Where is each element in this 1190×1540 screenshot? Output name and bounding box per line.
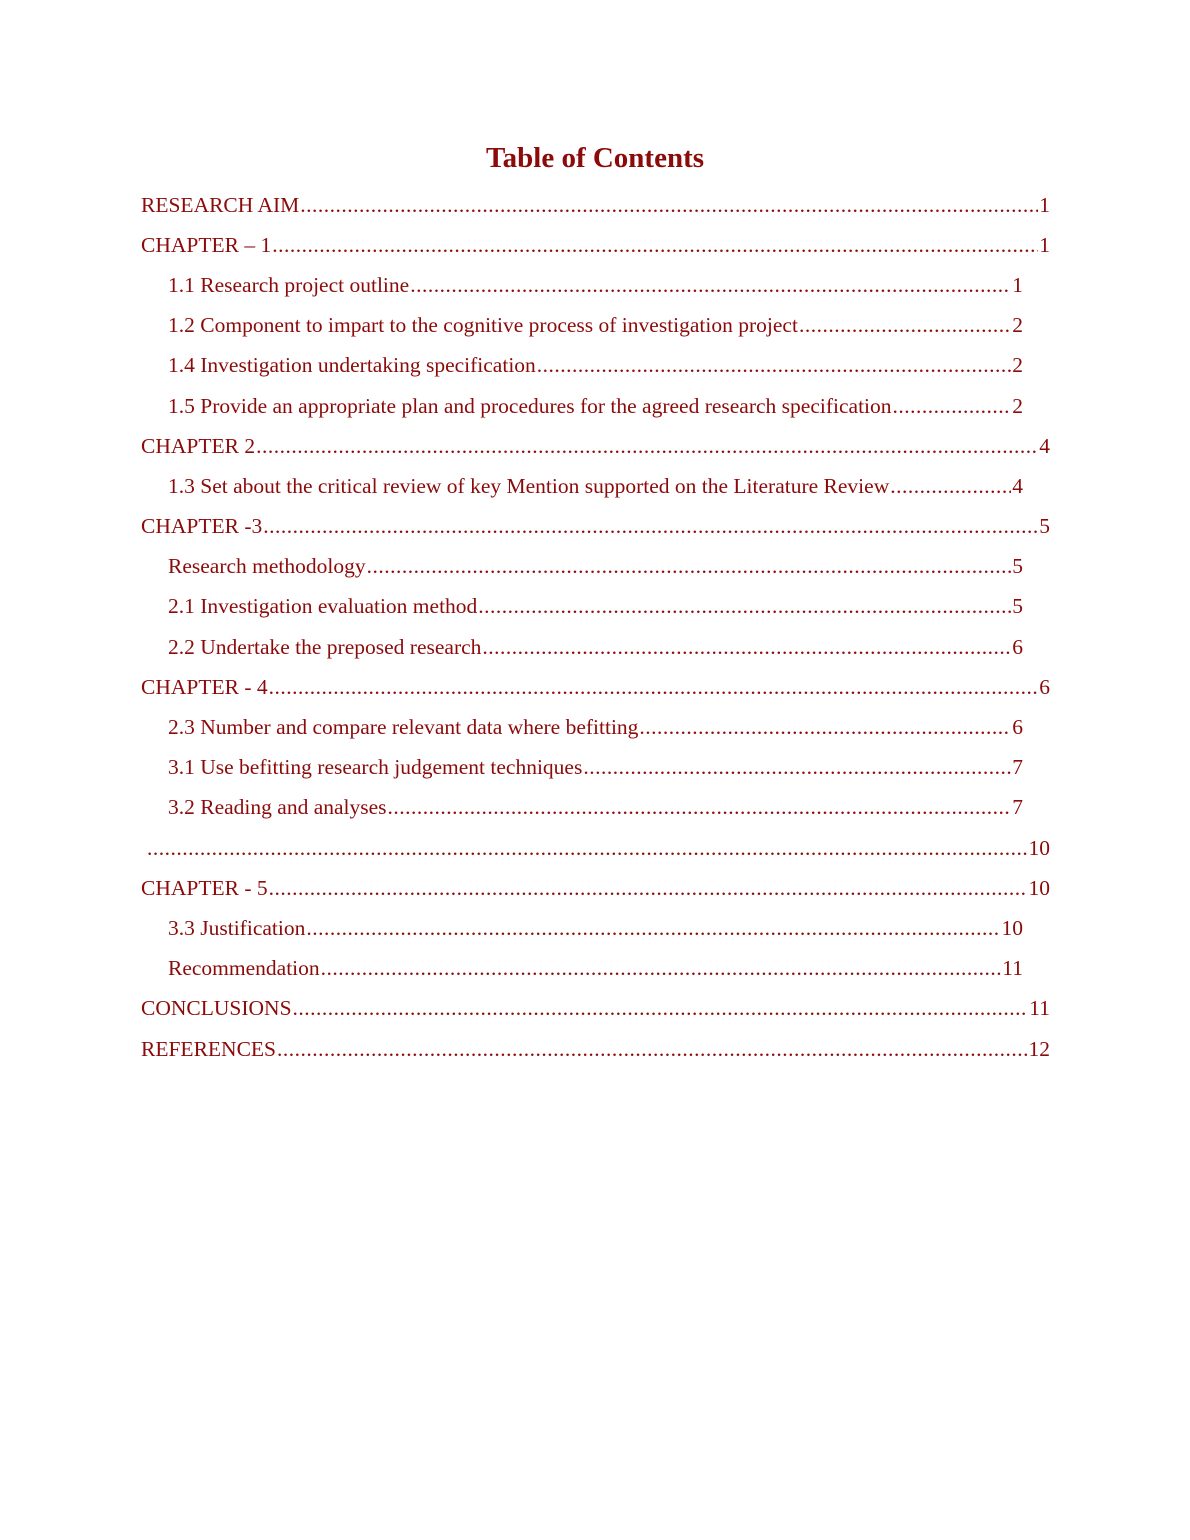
toc-dot-leader [410,273,1011,298]
toc-dot-leader [890,474,1011,499]
toc-dot-leader [256,434,1038,459]
toc-page-number: 11 [1029,996,1050,1021]
toc-entry-label: CHAPTER – 1 [141,232,272,257]
toc-page-number: 5 [1012,594,1023,619]
toc-page-number: 1 [1039,192,1050,217]
toc-dot-leader [799,313,1011,338]
toc-entry[interactable] [168,707,1023,747]
toc-entry[interactable] [168,949,1023,989]
toc-page-number: 4 [1039,433,1050,458]
toc-title: Table of Contents [485,142,705,174]
toc-entry[interactable] [168,587,1023,627]
toc-entry[interactable] [168,346,1023,386]
toc-dot-leader [147,836,1028,861]
toc-entry-label: Recommendation [168,956,320,981]
toc-entry[interactable] [141,507,1050,547]
toc-entry[interactable] [141,868,1050,908]
toc-entry-label: 1.4 Investigation undertaking specification [168,353,536,378]
toc-page-number: 2 [1012,353,1023,378]
toc-page-number: 6 [1012,715,1023,740]
toc-dot-leader [277,1037,1028,1062]
toc-entry[interactable] [168,265,1023,305]
toc-page-number: 7 [1012,795,1023,820]
toc-entry-label: CHAPTER 2 [141,433,256,458]
toc-entry-label: Research methodology [168,554,366,579]
toc-page-number: 7 [1012,755,1023,780]
toc-entry[interactable] [168,627,1023,667]
toc-page-number: 12 [1028,1036,1050,1061]
toc-entry[interactable] [168,547,1023,587]
toc-dot-leader [272,233,1038,258]
toc-entry-label: 1.2 Component to impart to the cognitive process of investigation project [168,313,798,338]
toc-entry[interactable] [168,386,1023,426]
toc-page-number: 10 [1001,915,1023,940]
toc-entry[interactable] [168,306,1023,346]
toc-entry-label: CHAPTER - 4 [141,674,268,699]
toc-entry-label: CHAPTER -3 [141,514,263,539]
toc-entry-label: 1.3 Set about the critical review of key Mention supported on the Literature Review [168,473,890,498]
toc-dot-leader [893,394,1012,419]
toc-entry-label: CONCLUSIONS [141,996,292,1021]
toc-dot-leader [388,795,1012,820]
toc-page-number: 11 [1002,956,1023,981]
toc-entry[interactable] [141,225,1050,265]
toc-page-number: 4 [1012,473,1023,498]
toc-page-number: 1 [1039,232,1050,257]
toc-page-number: 6 [1012,634,1023,659]
toc-entry-label: 3.3 Justification [168,915,306,940]
toc-entry[interactable] [146,828,1050,868]
toc-dot-leader [321,956,1002,981]
toc-entry-label: CHAPTER - 5 [141,875,268,900]
toc-dot-leader [478,594,1011,619]
toc-dot-leader [306,916,1000,941]
toc-dot-leader [537,353,1011,378]
toc-entry[interactable] [168,466,1023,506]
toc-entry-label: 2.1 Investigation evaluation method [168,594,478,619]
toc-entry-label: 3.1 Use befitting research judgement techniques [168,755,583,780]
toc-list [0,185,1190,1069]
toc-page-number: 5 [1039,514,1050,539]
toc-dot-leader [269,675,1039,700]
toc-entry-label: 2.3 Number and compare relevant data where befitting [168,715,639,740]
toc-dot-leader [263,514,1038,539]
toc-dot-leader [293,996,1029,1021]
toc-entry[interactable] [141,667,1050,707]
toc-dot-leader [583,755,1011,780]
toc-entry-label: REFERENCES [141,1036,276,1061]
toc-entry-label: 2.2 Undertake the preposed research [168,634,482,659]
toc-page-number: 6 [1039,674,1050,699]
toc-dot-leader [367,554,1012,579]
toc-entry[interactable] [141,1029,1050,1069]
toc-page-number: 10 [1028,835,1050,860]
toc-page-number: 1 [1012,272,1023,297]
toc-entry[interactable] [141,185,1050,225]
toc-entry-label: 3.2 Reading and analyses [168,795,387,820]
toc-entry-label: 1.1 Research project outline [168,272,410,297]
toc-dot-leader [269,876,1028,901]
toc-page-number: 2 [1012,393,1023,418]
toc-entry[interactable] [141,426,1050,466]
toc-entry[interactable] [141,989,1050,1029]
toc-dot-leader [482,635,1011,660]
toc-entry[interactable] [168,908,1023,948]
toc-entry-label: RESEARCH AIM [141,192,300,217]
toc-entry[interactable] [168,788,1023,828]
toc-page-number: 10 [1028,875,1050,900]
toc-entry-label: 1.5 Provide an appropriate plan and procedures for the agreed research specification [168,393,892,418]
toc-page-number: 2 [1012,313,1023,338]
toc-entry[interactable] [168,748,1023,788]
toc-dot-leader [300,193,1038,218]
toc-dot-leader [639,715,1011,740]
toc-page-number: 5 [1012,554,1023,579]
